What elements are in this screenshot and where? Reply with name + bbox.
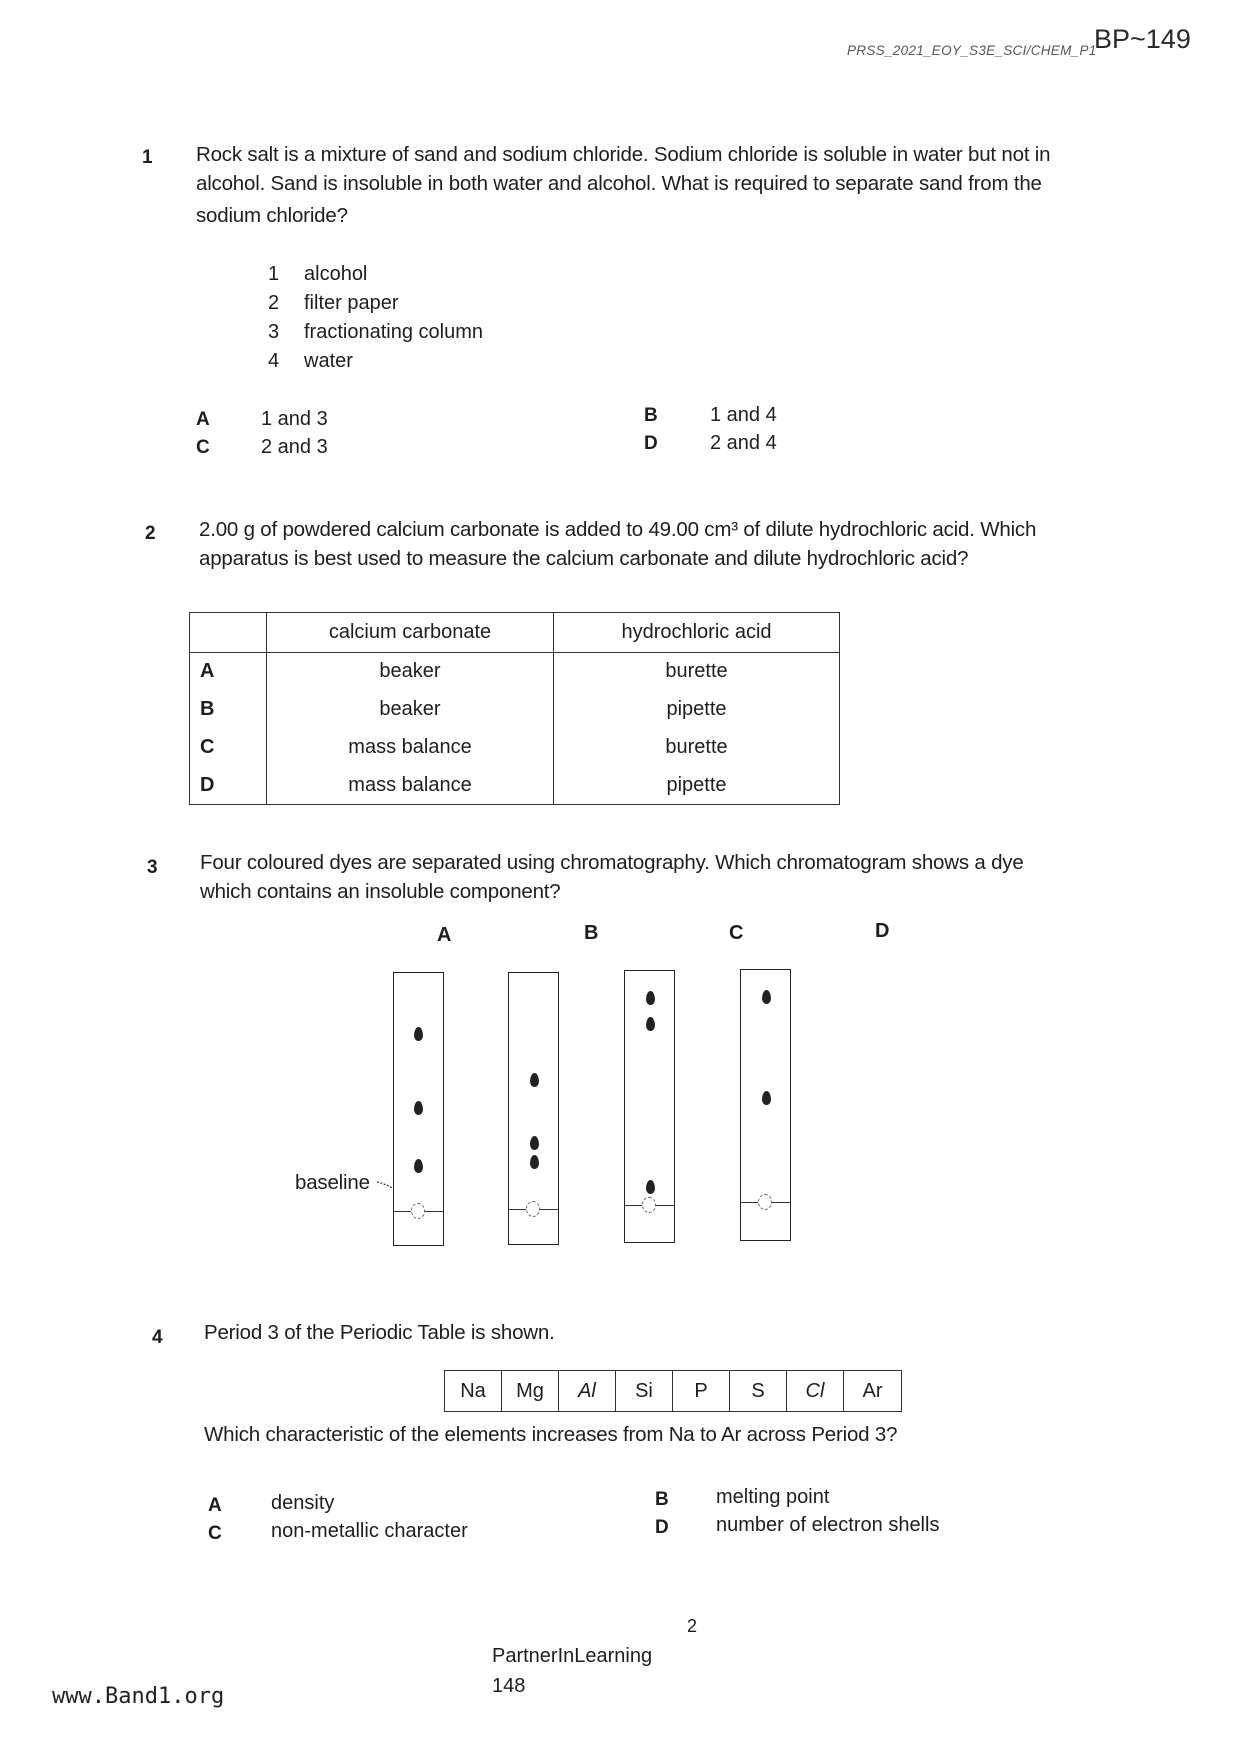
option-text: 2 and 3	[261, 436, 328, 458]
question-stem-line: Period 3 of the Periodic Table is shown.	[204, 1321, 555, 1344]
chromatogram-strip-c	[624, 970, 675, 1243]
table-header-cell	[190, 613, 267, 653]
table-row[interactable]	[190, 729, 840, 767]
chromatogram-label-a: A	[437, 924, 452, 946]
dye-spot	[646, 1180, 655, 1194]
list-text: alcohol	[304, 263, 368, 285]
row-letter: A	[190, 653, 267, 691]
option-text: non-metallic character	[271, 1520, 468, 1542]
table-cell: pipette	[666, 698, 727, 720]
option-text: 2 and 4	[710, 432, 777, 454]
question-stem-line: Rock salt is a mixture of sand and sodium chloride. Sodium chloride is soluble in water but not in	[196, 143, 1051, 166]
option-letter: B	[644, 405, 658, 426]
table-cell: pipette	[666, 773, 727, 796]
list-number: 4	[268, 350, 280, 372]
paper-code: PRSS_2021_EOY_S3E_SCI/CHEM_P1	[847, 43, 1097, 58]
partner-label: PartnerInLearning	[492, 1645, 653, 1667]
option-letter: A	[196, 409, 210, 430]
element-cell: Cl	[787, 1371, 844, 1411]
element-cell: P	[673, 1371, 730, 1411]
chromatogram-strip-b	[508, 972, 559, 1245]
list-number: 3	[268, 321, 280, 343]
chromatogram-label-b: B	[584, 922, 599, 944]
list-text: fractionating column	[304, 321, 483, 343]
table-header-row	[190, 613, 840, 653]
element-cell: Al	[559, 1371, 616, 1411]
partner-page-number: 148	[492, 1675, 526, 1697]
period-3-table	[444, 1370, 902, 1412]
option-letter: C	[208, 1523, 222, 1544]
option-letter: C	[196, 437, 210, 458]
baseline-label: baseline	[295, 1171, 370, 1194]
list-number: 1	[268, 263, 280, 285]
dye-spot	[530, 1136, 539, 1150]
dye-spot	[530, 1155, 539, 1169]
question-line: Which characteristic of the elements increases from Na to Ar across Period 3?	[204, 1423, 898, 1446]
dye-spot	[646, 991, 655, 1005]
option-letter: B	[655, 1489, 669, 1510]
dye-spot	[414, 1159, 423, 1173]
option-text: density	[271, 1492, 335, 1514]
question-number: 1	[142, 147, 153, 168]
table-row[interactable]	[190, 653, 840, 691]
element-cell: Ar	[862, 1379, 883, 1402]
element-cell: Mg	[502, 1371, 559, 1411]
list-text: filter paper	[304, 292, 399, 314]
option-text: number of electron shells	[716, 1514, 940, 1536]
row-letter: C	[190, 729, 267, 767]
question-stem-line: Four coloured dyes are separated using chromatography. Which chromatogram shows a dye	[200, 851, 1024, 874]
row-letter: B	[190, 691, 267, 729]
table-cell: burette	[665, 660, 728, 683]
chromatogram-label-d: D	[875, 920, 890, 942]
element-cell: Si	[616, 1371, 673, 1411]
origin-spot	[411, 1203, 425, 1219]
option-letter: D	[644, 433, 658, 454]
question-number: 4	[152, 1327, 163, 1348]
table-cell: beaker	[267, 691, 554, 729]
origin-spot	[758, 1194, 772, 1210]
dye-spot	[530, 1073, 539, 1087]
option-letter: A	[208, 1495, 222, 1516]
question-stem-line: 2.00 g of powdered calcium carbonate is added to 49.00 cm³ of dilute hydrochloric acid. Which	[199, 518, 1037, 541]
question-number: 3	[147, 857, 158, 878]
origin-spot	[526, 1201, 540, 1217]
table-header-cell: calcium carbonate	[267, 613, 554, 653]
chromatogram-strip-d	[740, 969, 791, 1241]
chromatogram-strip-a	[393, 972, 444, 1246]
dye-spot	[762, 1091, 771, 1105]
dye-spot	[414, 1101, 423, 1115]
table-header-cell: hydrochloric acid	[554, 613, 840, 653]
apparatus-table	[189, 612, 840, 805]
element-cell: Na	[445, 1371, 502, 1411]
table-cell: beaker	[267, 653, 554, 691]
table-cell: burette	[665, 736, 728, 758]
question-stem-line: which contains an insoluble component?	[200, 880, 561, 903]
question-stem-line: apparatus is best used to measure the calcium carbonate and dilute hydrochloric acid?	[199, 547, 969, 570]
list-number: 2	[268, 292, 280, 314]
option-text: 1 and 4	[710, 404, 777, 426]
question-number: 2	[145, 523, 156, 544]
table-cell: mass balance	[267, 729, 554, 767]
element-cell: S	[730, 1371, 787, 1411]
page-number: 2	[687, 1616, 698, 1636]
dye-spot	[414, 1027, 423, 1041]
website-link[interactable]: www.Band1.org	[52, 1684, 225, 1709]
dye-spot	[762, 990, 771, 1004]
table-cell: mass balance	[267, 767, 554, 805]
chromatogram-label-c: C	[729, 922, 744, 944]
table-row[interactable]	[190, 691, 840, 729]
page-stamp: BP~149	[1094, 24, 1191, 54]
option-text: melting point	[716, 1486, 830, 1508]
origin-spot	[642, 1197, 656, 1213]
option-letter: D	[655, 1517, 669, 1538]
option-text: 1 and 3	[261, 408, 328, 430]
question-stem-line: sodium chloride?	[196, 204, 348, 227]
question-stem-line: alcohol. Sand is insoluble in both water and alcohol. What is required to separate sand from the	[196, 172, 1042, 195]
row-letter: D	[190, 767, 267, 805]
list-text: water	[304, 350, 353, 372]
table-row[interactable]	[190, 767, 840, 805]
dye-spot	[646, 1017, 655, 1031]
